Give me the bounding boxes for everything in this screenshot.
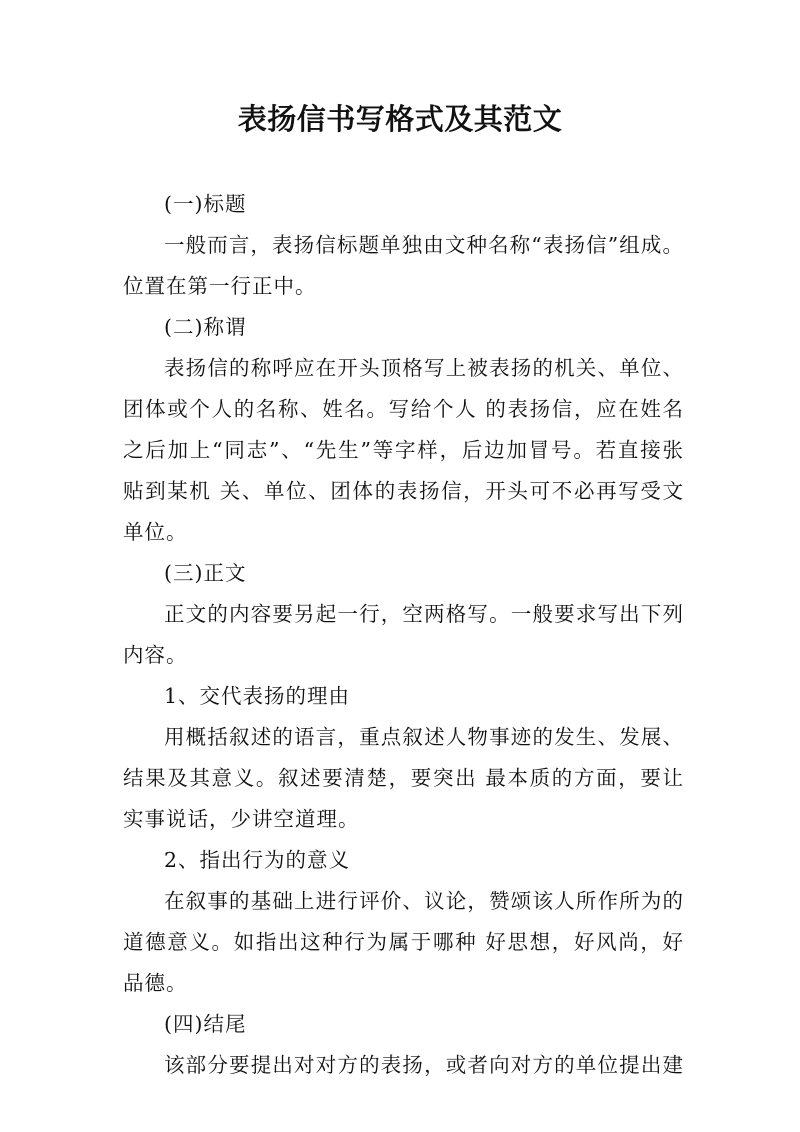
paragraph-line: 用概括叙述的语言，重点叙述人物事迹的发生、发展、 [164, 725, 683, 749]
paragraph-line: 在叙事的基础上进行评价、议论，赞颂该人所作所为的 [164, 889, 683, 913]
paragraph-line: 之后加上“同志”、“先生”等字样，后边加冒号。若直接张 [123, 438, 683, 462]
paragraph-line: 结果及其意义。叙述要清楚，要突出 最本质的方面，要让 [123, 766, 683, 790]
paragraph-line: 品德。 [123, 971, 188, 995]
section-heading-body: (三)正文 [164, 561, 247, 585]
paragraph-line: 一般而言，表扬信标题单独由文种名称“表扬信”组成。 [164, 233, 683, 257]
section-heading-title: (一)标题 [164, 192, 247, 216]
section-heading-ending: (四)结尾 [164, 1012, 247, 1036]
paragraph-line: 实事说话，少讲空道理。 [123, 807, 360, 831]
paragraph-line: 贴到某机 关、单位、团体的表扬信，开头可不必再写受文 [123, 479, 683, 503]
paragraph-line: 道德意义。如指出这种行为属于哪种 好思想，好风尚，好 [123, 930, 683, 954]
subsection-heading-reason: 1、交代表扬的理由 [164, 684, 351, 708]
document-title: 表扬信书写格式及其范文 [237, 102, 563, 136]
paragraph-line: 正文的内容要另起一行，空两格写。一般要求写出下列 [164, 602, 683, 626]
paragraph-line: 该部分要提出对对方的表扬，或者向对方的单位提出建 [164, 1053, 683, 1077]
paragraph-line: 内容。 [123, 643, 188, 667]
paragraph-line: 单位。 [123, 520, 188, 544]
paragraph-line: 团体或个人的名称、姓名。写给个人 的表扬信，应在姓名 [123, 397, 683, 421]
paragraph-line: 位置在第一行正中。 [123, 274, 317, 298]
section-heading-salutation: (二)称谓 [164, 315, 247, 339]
subsection-heading-meaning: 2、指出行为的意义 [164, 848, 351, 872]
paragraph-line: 表扬信的称呼应在开头顶格写上被表扬的机关、单位、 [164, 356, 683, 380]
